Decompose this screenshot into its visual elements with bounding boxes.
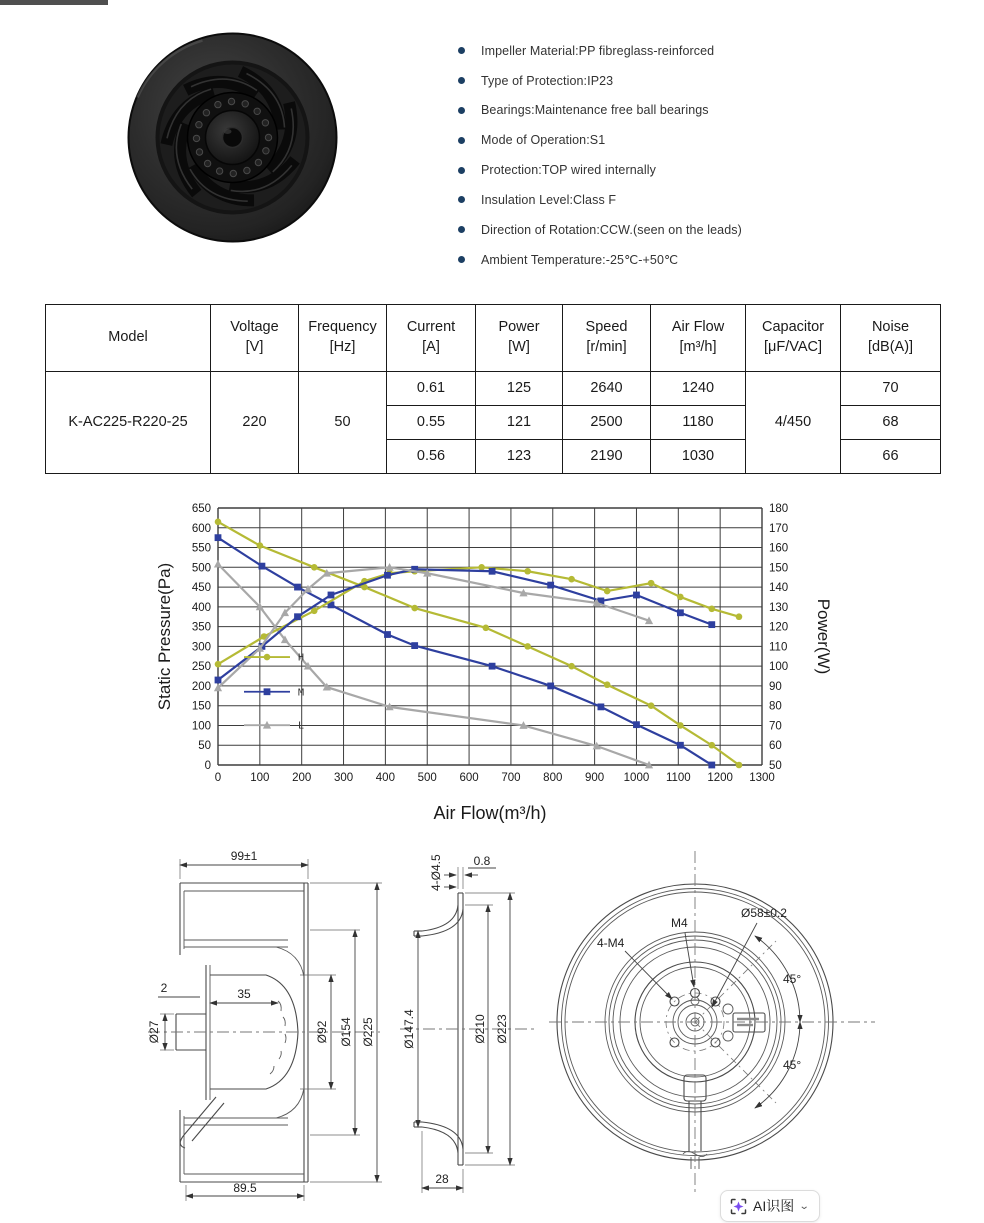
svg-text:50: 50 <box>198 740 211 753</box>
dim-shaft: Ø27 <box>147 1020 161 1044</box>
bullet-icon <box>458 137 465 144</box>
bullet-icon <box>458 196 465 203</box>
col-capacitor: Capacitor [μF/VAC] <box>746 305 841 372</box>
svg-text:90: 90 <box>769 680 782 693</box>
svg-text:1100: 1100 <box>665 772 691 784</box>
svg-text:600: 600 <box>191 522 211 535</box>
svg-text:800: 800 <box>543 772 563 784</box>
svg-text:170: 170 <box>769 522 789 535</box>
svg-text:250: 250 <box>191 661 211 674</box>
dim-motor: Ø92 <box>315 1020 329 1044</box>
col-current: Current [A] <box>387 305 476 372</box>
speed-cell: 2640 <box>563 372 651 406</box>
dim-holes: 4-Ø4.5 <box>429 854 443 891</box>
col-model: Model <box>46 305 211 372</box>
svg-text:160: 160 <box>769 542 789 555</box>
col-voltage: Voltage [V] <box>211 305 299 372</box>
bullet-icon <box>458 77 465 84</box>
spec-text: Protection:TOP wired internally <box>481 163 656 178</box>
fan-product-photo <box>125 28 340 246</box>
dim-lip: 2 <box>160 981 168 995</box>
speed-cell: 2500 <box>563 406 651 440</box>
spec-table <box>45 304 941 474</box>
frequency-cell: 50 <box>299 372 387 474</box>
svg-text:100: 100 <box>250 772 270 784</box>
list-item <box>458 36 958 66</box>
svg-text:400: 400 <box>191 601 211 614</box>
svg-text:H: H <box>298 652 305 664</box>
list-item <box>458 125 958 155</box>
dim-bolt-circle: Ø210 <box>473 1014 487 1044</box>
svg-text:1000: 1000 <box>623 772 650 784</box>
dim-angle-lower: 45° <box>783 1058 802 1072</box>
list-item <box>458 155 958 185</box>
spec-text: Bearings:Maintenance free ball bearings <box>481 103 709 118</box>
current-cell: 0.61 <box>387 372 476 406</box>
svg-text:110: 110 <box>769 641 788 654</box>
table-row <box>46 372 941 406</box>
dim-outer: Ø223 <box>495 1014 509 1044</box>
dim-depth: 28 <box>435 1172 449 1186</box>
col-power: Power [W] <box>476 305 563 372</box>
svg-text:150: 150 <box>191 700 211 713</box>
list-item <box>458 245 958 275</box>
power-cell: 125 <box>476 372 563 406</box>
svg-text:400: 400 <box>375 772 395 784</box>
dim-hub-depth: 35 <box>237 987 251 1001</box>
noise-cell: 70 <box>841 372 941 406</box>
noise-cell: 66 <box>841 440 941 474</box>
svg-text:120: 120 <box>769 621 789 634</box>
dim-thickness: 0.8 <box>473 854 491 868</box>
list-item <box>458 66 958 96</box>
noise-cell: 68 <box>841 406 941 440</box>
drawing-front-view <box>545 835 955 1213</box>
bullet-icon <box>458 167 465 174</box>
svg-text:150: 150 <box>769 562 789 575</box>
svg-text:50: 50 <box>769 760 782 772</box>
svg-text:600: 600 <box>459 772 479 784</box>
svg-text:130: 130 <box>769 601 789 614</box>
svg-text:550: 550 <box>191 542 211 555</box>
svg-text:Power(W): Power(W) <box>814 598 833 675</box>
col-speed: Speed [r/min] <box>563 305 651 372</box>
drawing-inlet-ring <box>392 835 542 1213</box>
current-cell: 0.55 <box>387 406 476 440</box>
ai-recognize-button[interactable] <box>720 1190 820 1222</box>
spec-text: Mode of Operation:S1 <box>481 133 606 148</box>
svg-text:180: 180 <box>769 503 789 515</box>
svg-text:300: 300 <box>333 772 354 784</box>
svg-text:300: 300 <box>191 641 211 654</box>
svg-text:700: 700 <box>501 772 521 784</box>
performance-chart-svg <box>150 492 850 826</box>
capacitor-cell: 4/450 <box>746 372 841 474</box>
power-cell: 121 <box>476 406 563 440</box>
dim-angle-upper: 45° <box>783 972 802 986</box>
speed-cell: 2190 <box>563 440 651 474</box>
col-frequency: Frequency [Hz] <box>299 305 387 372</box>
bullet-icon <box>458 47 465 54</box>
model-cell: K-AC225-R220-25 <box>46 372 211 474</box>
airflow-cell: 1240 <box>651 372 746 406</box>
svg-text:200: 200 <box>292 772 312 784</box>
list-item <box>458 185 958 215</box>
dimension-drawings <box>0 835 984 1213</box>
dim-inner: Ø154 <box>339 1017 353 1047</box>
dim-width-bottom: 89.5 <box>233 1181 257 1195</box>
svg-text:450: 450 <box>191 582 211 595</box>
svg-text:60: 60 <box>769 740 782 753</box>
bullet-icon <box>458 107 465 114</box>
dim-bolt-circle: Ø58±0.2 <box>741 906 787 920</box>
dim-outer: Ø225 <box>361 1017 375 1047</box>
bullet-icon <box>458 256 465 263</box>
svg-text:0: 0 <box>214 772 222 784</box>
dim-inlet: Ø147.4 <box>402 1009 416 1049</box>
svg-text:Static Pressure(Pa): Static Pressure(Pa) <box>155 562 174 711</box>
top-left-bar <box>0 0 108 5</box>
table-header-row <box>46 305 941 372</box>
dim-screw: M4 <box>671 916 688 930</box>
front-view-geometry <box>549 851 875 1195</box>
dim-width-top: 99±1 <box>230 849 258 863</box>
svg-text:500: 500 <box>417 772 437 784</box>
col-airflow: Air Flow [m³/h] <box>651 305 746 372</box>
current-cell: 0.56 <box>387 440 476 474</box>
svg-text:100: 100 <box>191 720 211 733</box>
spec-text: Direction of Rotation:CCW.(seen on the leads) <box>481 222 742 237</box>
spec-text: Insulation Level:Class F <box>481 192 617 207</box>
side-view-dimensions <box>147 849 382 1201</box>
svg-text:Air Flow(m³/h): Air Flow(m³/h) <box>433 803 547 823</box>
svg-text:500: 500 <box>191 562 211 575</box>
svg-text:70: 70 <box>769 720 782 733</box>
chevron-down-icon: ⌄ <box>798 1200 810 1212</box>
col-noise: Noise [dB(A)] <box>841 305 941 372</box>
svg-text:L: L <box>298 720 305 732</box>
ai-sparkle-icon <box>730 1198 747 1215</box>
svg-text:0: 0 <box>204 760 211 772</box>
drawing-side-view <box>128 835 396 1213</box>
power-cell: 123 <box>476 440 563 474</box>
svg-text:100: 100 <box>769 661 789 674</box>
airflow-cell: 1180 <box>651 406 746 440</box>
inlet-ring-geometry <box>400 893 534 1165</box>
performance-chart <box>150 492 850 826</box>
svg-text:1200: 1200 <box>707 772 733 784</box>
svg-text:140: 140 <box>769 582 789 595</box>
spec-text: Type of Protection:IP23 <box>481 73 614 88</box>
svg-text:80: 80 <box>769 700 782 713</box>
dim-holes: 4-M4 <box>597 936 625 950</box>
airflow-cell: 1030 <box>651 440 746 474</box>
svg-text:1300: 1300 <box>749 772 775 784</box>
spec-text: Impeller Material:PP fibreglass-reinforced <box>481 43 715 58</box>
svg-text:200: 200 <box>191 680 211 693</box>
svg-text:350: 350 <box>191 621 211 634</box>
spec-text: Ambient Temperature:-25℃-+50℃ <box>481 252 679 267</box>
bullet-icon <box>458 226 465 233</box>
svg-text:900: 900 <box>585 772 605 784</box>
list-item <box>458 96 958 126</box>
svg-text:M: M <box>298 687 305 699</box>
voltage-cell: 220 <box>211 372 299 474</box>
spec-bullet-list <box>458 36 958 274</box>
svg-text:650: 650 <box>191 503 211 515</box>
ai-button-label: AI识图 <box>753 1198 795 1214</box>
list-item <box>458 215 958 245</box>
